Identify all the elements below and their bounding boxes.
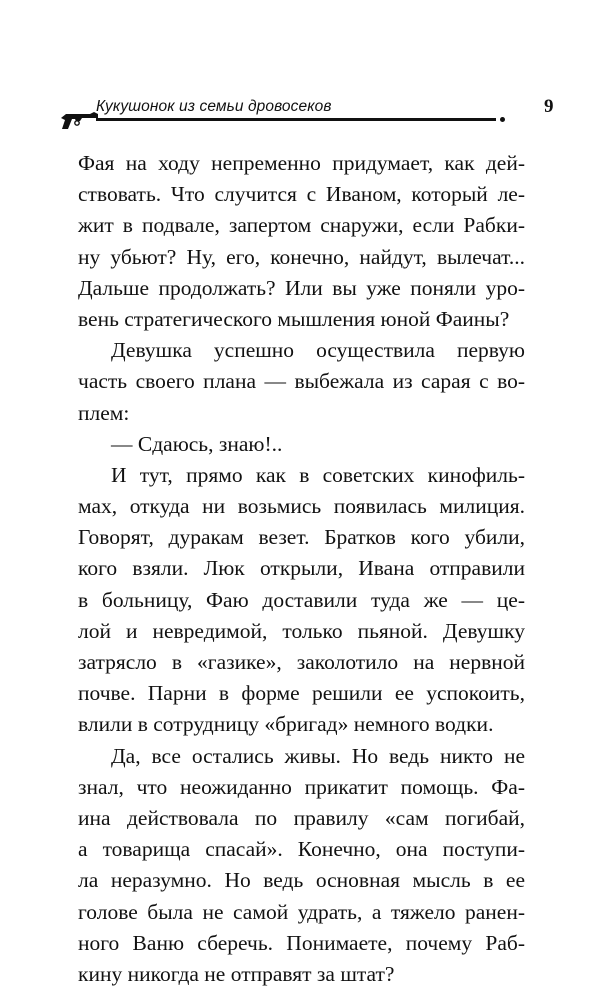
text-line: ина действовала по правилу «сам погибай, bbox=[78, 805, 525, 830]
text-line: затрясло в «газике», заколотило на нервной bbox=[78, 650, 525, 674]
header-rule bbox=[96, 118, 496, 121]
text-line: почве. Парни в форме решили ее успокоить, bbox=[78, 681, 525, 706]
text-line: ну убьют? Ну, его, конечно, найдут, вылечат... bbox=[78, 244, 525, 269]
page-number: 9 bbox=[544, 96, 554, 117]
text-line: мах, откуда ни возьмись появилась милиция. bbox=[78, 494, 525, 519]
text-line: ла неразумно. Но ведь основная мысль в ее bbox=[78, 868, 525, 893]
header-dot bbox=[500, 117, 505, 122]
text-line: Дальше продолжать? Или вы уже поняли уро- bbox=[78, 275, 525, 300]
text-line: — Сдаюсь, знаю!.. bbox=[111, 431, 283, 456]
text-line: Фая на ходу непременно придумает, как дей- bbox=[78, 151, 525, 175]
page-header bbox=[60, 96, 554, 136]
text-line: Говорят, дуракам везет. Братков кого убили, bbox=[78, 525, 525, 550]
revolver-icon bbox=[60, 108, 100, 130]
text-line: кину никогда не отправят за штат? bbox=[78, 961, 395, 986]
text-line: часть своего плана — выбежала из сарая с во- bbox=[78, 369, 525, 394]
text-line: ного Ваню сберечь. Понимаете, почему Раб- bbox=[78, 930, 525, 955]
text-line: Да, все остались живы. Но ведь никто не bbox=[111, 743, 525, 768]
text-line: знал, что неожиданно прикатит помощь. Фа- bbox=[78, 774, 525, 799]
text-line: ствовать. Что случится с Иваном, который ле- bbox=[78, 182, 525, 207]
text-line: влили в сотрудницу «бригад» немного водки. bbox=[78, 712, 494, 737]
text-line: Девушка успешно осуществила первую bbox=[111, 338, 525, 363]
text-line: лой и невредимой, только пьяной. Девушку bbox=[78, 618, 525, 643]
text-line: вень стратегического мышления юной Фаины? bbox=[78, 306, 510, 331]
running-title: Кукушонок из семьи дровосеков bbox=[96, 98, 332, 115]
text-line: в больницу, Фаю доставили туда же — це- bbox=[78, 587, 525, 612]
text-line: голове была не самой удрать, а тяжело ранен- bbox=[78, 899, 525, 924]
text-line: плем: bbox=[78, 400, 130, 425]
text-line: жит в подвале, запертом снаружи, если Рабки- bbox=[78, 213, 525, 238]
text-line: И тут, прямо как в советских кинофиль- bbox=[111, 462, 525, 487]
text-line: а товарища спасай». Конечно, она поступи- bbox=[78, 837, 525, 862]
text-line: кого взяли. Люк открыли, Ивана отправили bbox=[78, 556, 525, 581]
body-text bbox=[78, 148, 525, 990]
